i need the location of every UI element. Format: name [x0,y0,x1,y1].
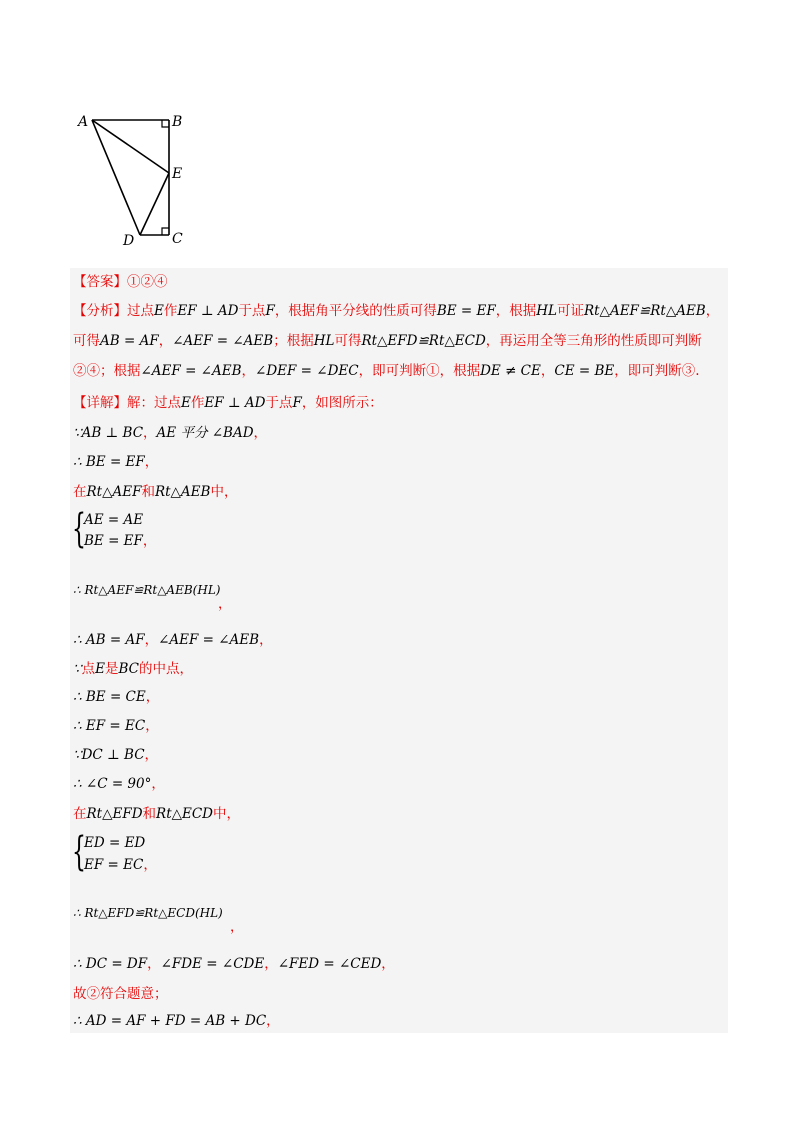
text: 是 [104,661,119,677]
math: Rt△AEF≌Rt△AEB [583,303,706,319]
detail-tag: 【详解】 [73,395,127,411]
text: ， [144,747,159,763]
math: Rt△AEB [154,484,211,500]
detail-line-6 [73,659,193,679]
text: ， [259,632,273,648]
text: ， [144,454,159,470]
text: 过点 [127,303,154,319]
detail-line-congruence-2-comma [230,917,244,937]
analysis-line-2 [73,331,702,351]
detail-line-12 [73,954,395,974]
text: ，即可判断③. [614,363,700,379]
right-angle-b [162,120,169,127]
math: CE = BE [554,363,615,379]
system-1-row-1 [84,510,143,530]
text: 在 [73,484,87,500]
text: ，如图所示： [301,395,383,411]
math: ∴ BE = EF [73,454,145,470]
text: ， [540,363,555,379]
math: BE = EF [84,533,143,549]
text: 作 [190,395,205,411]
math: AE 平分 ∠BAD [156,425,254,441]
math: AB = AF [100,333,159,349]
detail-line-congruence-1-comma [218,594,232,614]
math: ∠AEF = ∠AEB [172,333,274,349]
math: Rt△EFD≌Rt△ECD [361,333,486,349]
detail-line-13 [73,984,168,1004]
math: F [265,303,275,319]
text: ， [158,333,173,349]
system-1-row-2 [84,531,156,551]
label-c: C [172,231,183,247]
math: ∴ AD = AF + FD = AB + DC [73,1013,267,1029]
text: 在 [73,806,87,822]
analysis-tag: 【分析】 [73,303,127,319]
math: ED = ED [84,835,146,851]
math: ∠AEF = ∠AEB [140,363,242,379]
text: ， [230,919,244,935]
analysis-line-3 [73,361,700,381]
text: ， [145,718,159,734]
geometry-figure [70,100,200,250]
math: E [154,303,164,319]
math: ∴ EF = EC [73,718,146,734]
detail-line-3 [73,452,158,472]
detail-line-14 [73,1011,280,1031]
math: ∠DEF = ∠DEC [255,363,359,379]
math: Rt△ECD [156,806,214,822]
label-e: E [172,166,183,182]
math: EF = EC [84,857,144,873]
math: EF ⊥ AD [177,303,239,319]
math: Rt△AEF [86,484,142,500]
label-a: A [78,114,89,130]
text: 点 [81,661,96,677]
text: 和 [142,806,157,822]
math: ∴ DC = DF [73,956,148,972]
detail-line-congruence-1 [73,580,220,600]
text: 可得 [334,333,362,349]
text: 中， [213,806,241,822]
text: ， [381,956,395,972]
text: 可得 [73,333,100,349]
text: 和 [141,484,155,500]
text: 于点 [265,395,293,411]
detail-line-9 [73,745,158,765]
math: ∴ AB = AF [73,632,145,648]
math: HL [536,303,557,319]
math: Rt△EFD [86,806,143,822]
math: AE = AE [84,512,144,528]
text: 于点 [238,303,266,319]
system-brace-1: { [72,506,86,552]
text: 解：过点 [127,395,181,411]
text: ，再运用全等三角形的性质即可判断 [485,333,702,349]
text: ， [145,689,160,705]
segment-de [140,173,169,235]
label-b: B [172,114,183,130]
detail-line-8 [73,716,159,736]
math: ∠FDE = ∠CDE [160,956,265,972]
math: ∠FED = ∠CED [277,956,382,972]
system-2-row-1 [84,833,145,853]
math: ∴ BE = CE [73,689,146,705]
answer-tag: 【答案】 [73,274,127,290]
text: ， [143,425,157,441]
text: ， [142,533,157,549]
math: E [181,395,191,411]
math: BE = EF [436,303,496,319]
right-angle-c [162,228,169,235]
detail-line-2 [73,423,267,443]
math: ∴ ∠C = 90° [73,776,152,792]
math: E [95,661,105,677]
system-2-row-2 [84,855,157,875]
text: ， [705,303,720,319]
math: ∠AEF = ∠AEB [158,632,260,648]
math: ∴ Rt△EFD≌Rt△ECD(HL) [73,906,223,920]
math: DE ≠ CE [480,363,541,379]
text: ， [143,857,157,873]
text: ，即可判断①，根据 [358,363,481,379]
math: ∵DC ⊥ BC [73,747,145,763]
text: ， [151,776,165,792]
answer-line [73,272,168,292]
text: ， [264,956,278,972]
system-brace-2: { [72,829,86,875]
text: ②④；根据 [73,363,141,379]
text: ，根据 [495,303,537,319]
detail-line-1 [73,393,383,413]
math: EF ⊥ AD [204,395,266,411]
text: ， [144,632,159,648]
detail-line-congruence-2 [73,903,223,923]
text: ， [218,596,232,612]
math: ∵ [73,661,82,677]
answer-value: ①②④ [127,274,168,290]
label-d: D [123,233,135,249]
text: ， [241,363,256,379]
text: 的中点， [138,661,193,677]
text: ， [253,425,268,441]
text: ，根据角平分线的性质可得 [274,303,437,319]
math: ∵AB ⊥ BC [73,425,144,441]
math: BC [118,661,139,677]
text: 中， [210,484,238,500]
text: ；根据 [273,333,314,349]
detail-line-4 [73,482,237,502]
text: ， [147,956,161,972]
text: 故②符合题意； [73,986,168,1002]
text: ， [266,1013,280,1029]
detail-line-5 [73,630,273,650]
math: HL [313,333,335,349]
text: 可证 [556,303,584,319]
text: 作 [163,303,178,319]
detail-line-10 [73,774,165,794]
analysis-line-1 [73,301,719,321]
math: ∴ Rt△AEF≌Rt△AEB(HL) [73,583,221,597]
math: F [292,395,302,411]
detail-line-11 [73,804,240,824]
detail-line-7 [73,687,159,707]
